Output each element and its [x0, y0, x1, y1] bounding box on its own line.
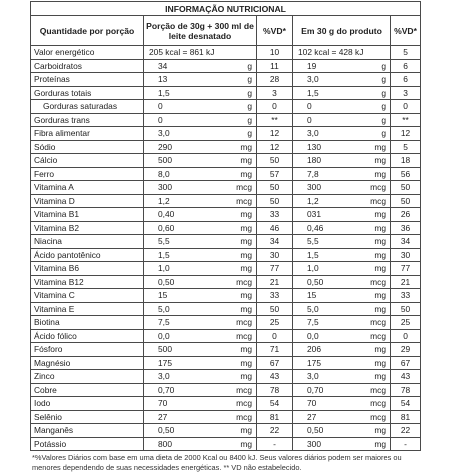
- vd-value: 3: [257, 86, 293, 100]
- vd-value: 22: [391, 424, 421, 438]
- vd-value: 0: [391, 329, 421, 343]
- quantity-cell: 15 mg: [293, 289, 391, 303]
- table-row: [31, 194, 421, 208]
- quantity-cell: 0,0 mcg: [293, 329, 391, 343]
- quantity-cell: 180 mg: [293, 154, 391, 168]
- vd-value: 0: [257, 100, 293, 114]
- quantity-cell: 0 g: [144, 100, 257, 114]
- quantity-cell: 290 mg: [144, 140, 257, 154]
- quantity-cell: 0,40 mg: [144, 208, 257, 222]
- quantity-cell: 5,5 mg: [293, 235, 391, 249]
- vd-value: 28: [257, 73, 293, 87]
- vd-value: 25: [257, 316, 293, 330]
- quantity-cell: 8,0 mg: [144, 167, 257, 181]
- table-row: [31, 221, 421, 235]
- quantity-cell: 300 mg: [293, 437, 391, 451]
- quantity-cell: 0,70 mcg: [293, 383, 391, 397]
- vd-value: -: [257, 437, 293, 451]
- quantity-cell: 175 mg: [144, 356, 257, 370]
- quantity-cell: 0 g: [144, 113, 257, 127]
- vd-value: 5: [391, 140, 421, 154]
- vd-value: 21: [257, 275, 293, 289]
- vd-value: 77: [391, 262, 421, 276]
- vd-value: 12: [257, 140, 293, 154]
- vd-value: **: [391, 113, 421, 127]
- nutrient-name: Gorduras trans: [31, 113, 144, 127]
- table-row: [31, 370, 421, 384]
- vd-value: 22: [257, 424, 293, 438]
- table-row: [31, 181, 421, 195]
- nutrient-name: Carboidratos: [31, 59, 144, 73]
- table-row: [31, 100, 421, 114]
- nutrient-rows: [31, 46, 421, 451]
- table-row: [31, 127, 421, 141]
- quantity-cell: 1,5 mg: [144, 248, 257, 262]
- quantity-cell: 3,0 mg: [293, 370, 391, 384]
- quantity-cell: 70 mcg: [293, 397, 391, 411]
- vd-value: 50: [257, 194, 293, 208]
- vd-value: 54: [391, 397, 421, 411]
- vd-value: 56: [391, 167, 421, 181]
- quantity-cell: 0,50 mcg: [144, 275, 257, 289]
- nutrient-name: Vitamina C: [31, 289, 144, 303]
- quantity-cell: 130 mg: [293, 140, 391, 154]
- quantity-cell: 0,70 mcg: [144, 383, 257, 397]
- vd-value: 21: [391, 275, 421, 289]
- vd-value: 25: [391, 316, 421, 330]
- quantity-cell: 0 g: [293, 113, 391, 127]
- vd-value: 11: [257, 59, 293, 73]
- nutrient-name: Vitamina B6: [31, 262, 144, 276]
- nutrient-name: Vitamina E: [31, 302, 144, 316]
- vd-value: 0: [391, 100, 421, 114]
- nutrient-name: Vitamina D: [31, 194, 144, 208]
- vd-value: 12: [257, 127, 293, 141]
- vd-value: 54: [257, 397, 293, 411]
- vd-value: 50: [257, 181, 293, 195]
- table-row: [31, 248, 421, 262]
- table-row: [31, 208, 421, 222]
- vd-value: 81: [391, 410, 421, 424]
- nutrition-facts-panel: [30, 1, 420, 472]
- vd-value: 6: [391, 73, 421, 87]
- table-row: [31, 86, 421, 100]
- footnote: *%Valores Diários com base em uma dieta de 2000 Kcal ou 8400 kJ. Seus valores diários podem ser maiores ou menores dependendo de suas necessidades energéticas. ** VD não estabelecido.: [32, 453, 402, 472]
- nutrient-name: Manganês: [31, 424, 144, 438]
- vd-value: -: [391, 437, 421, 451]
- vd-value: 34: [391, 235, 421, 249]
- quantity-cell: 0,50 mg: [293, 424, 391, 438]
- quantity-cell: 500 mg: [144, 343, 257, 357]
- quantity-cell: 102 kcal = 428 kJ: [293, 46, 391, 60]
- vd-value: 5: [391, 46, 421, 60]
- vd-value: 30: [391, 248, 421, 262]
- nutrient-name: Fibra alimentar: [31, 127, 144, 141]
- quantity-cell: 5,0 mg: [144, 302, 257, 316]
- vd-value: 36: [391, 221, 421, 235]
- quantity-cell: 0,46 mg: [293, 221, 391, 235]
- vd-value: 78: [257, 383, 293, 397]
- nutrition-table: [30, 1, 421, 451]
- quantity-cell: 1,0 mg: [144, 262, 257, 276]
- quantity-cell: 800 mg: [144, 437, 257, 451]
- table-row: [31, 343, 421, 357]
- nutrient-name: Ácido fólico: [31, 329, 144, 343]
- vd-value: 0: [257, 329, 293, 343]
- quantity-cell: 15 mg: [144, 289, 257, 303]
- nutrient-name: Vitamina B12: [31, 275, 144, 289]
- vd-value: 33: [257, 208, 293, 222]
- nutrient-name: Selênio: [31, 410, 144, 424]
- quantity-cell: 3,0 g: [293, 127, 391, 141]
- vd-value: 67: [391, 356, 421, 370]
- vd-value: 30: [257, 248, 293, 262]
- quantity-cell: 031 mg: [293, 208, 391, 222]
- table-row: [31, 46, 421, 60]
- header-vd-1: %VD*: [257, 16, 293, 46]
- quantity-cell: 27 mcg: [144, 410, 257, 424]
- vd-value: 29: [391, 343, 421, 357]
- quantity-cell: 205 kcal = 861 kJ: [144, 46, 257, 60]
- table-row: [31, 235, 421, 249]
- quantity-cell: 1,2 mcg: [293, 194, 391, 208]
- quantity-cell: 7,5 mcg: [144, 316, 257, 330]
- quantity-cell: 3,0 g: [293, 73, 391, 87]
- table-row: [31, 262, 421, 276]
- vd-value: 43: [257, 370, 293, 384]
- nutrient-name: Gorduras saturadas: [31, 100, 144, 114]
- nutrient-name: Sódio: [31, 140, 144, 154]
- vd-value: 50: [257, 302, 293, 316]
- vd-value: 57: [257, 167, 293, 181]
- table-row: [31, 73, 421, 87]
- table-row: [31, 289, 421, 303]
- nutrient-name: Biotina: [31, 316, 144, 330]
- nutrient-name: Proteínas: [31, 73, 144, 87]
- table-row: [31, 424, 421, 438]
- nutrient-name: Niacina: [31, 235, 144, 249]
- quantity-cell: 0,0 mcg: [144, 329, 257, 343]
- quantity-cell: 500 mg: [144, 154, 257, 168]
- vd-value: 50: [391, 181, 421, 195]
- vd-value: 77: [257, 262, 293, 276]
- nutrient-name: Vitamina B2: [31, 221, 144, 235]
- nutrient-name: Cobre: [31, 383, 144, 397]
- quantity-cell: 206 mg: [293, 343, 391, 357]
- vd-value: 12: [391, 127, 421, 141]
- quantity-cell: 3,0 g: [144, 127, 257, 141]
- nutrient-name: Vitamina A: [31, 181, 144, 195]
- quantity-cell: 1,5 g: [293, 86, 391, 100]
- vd-value: 34: [257, 235, 293, 249]
- table-row: [31, 167, 421, 181]
- quantity-cell: 13 g: [144, 73, 257, 87]
- vd-value: 46: [257, 221, 293, 235]
- quantity-cell: 1,2 mcg: [144, 194, 257, 208]
- quantity-cell: 19 g: [293, 59, 391, 73]
- nutrient-name: Gorduras totais: [31, 86, 144, 100]
- vd-value: 43: [391, 370, 421, 384]
- table-row: [31, 140, 421, 154]
- nutrient-name: Magnésio: [31, 356, 144, 370]
- header-per-30g: Em 30 g do produto: [293, 16, 391, 46]
- vd-value: 10: [257, 46, 293, 60]
- table-row: [31, 113, 421, 127]
- vd-value: 50: [391, 302, 421, 316]
- table-row: [31, 59, 421, 73]
- table-row: [31, 356, 421, 370]
- nutrient-name: Fósforo: [31, 343, 144, 357]
- table-row: [31, 397, 421, 411]
- table-row: [31, 316, 421, 330]
- quantity-cell: 300 mcg: [144, 181, 257, 195]
- vd-value: 78: [391, 383, 421, 397]
- quantity-cell: 5,5 mg: [144, 235, 257, 249]
- nutrient-name: Potássio: [31, 437, 144, 451]
- table-title: INFORMAÇÃO NUTRICIONAL: [31, 2, 421, 16]
- vd-value: 3: [391, 86, 421, 100]
- vd-value: 50: [257, 154, 293, 168]
- quantity-cell: 1,0 mg: [293, 262, 391, 276]
- nutrient-name: Vitamina B1: [31, 208, 144, 222]
- vd-value: **: [257, 113, 293, 127]
- table-row: [31, 329, 421, 343]
- vd-value: 81: [257, 410, 293, 424]
- quantity-cell: 5,0 mg: [293, 302, 391, 316]
- header-serving-with-milk: Porção de 30g + 300 ml de leite desnatado: [144, 16, 257, 46]
- quantity-cell: 7,8 mg: [293, 167, 391, 181]
- quantity-cell: 70 mcg: [144, 397, 257, 411]
- quantity-cell: 0 g: [293, 100, 391, 114]
- quantity-cell: 300 mcg: [293, 181, 391, 195]
- nutrient-name: Valor energético: [31, 46, 144, 60]
- table-row: [31, 410, 421, 424]
- quantity-cell: 7,5 mcg: [293, 316, 391, 330]
- quantity-cell: 0,50 mg: [144, 424, 257, 438]
- quantity-cell: 3,0 mg: [144, 370, 257, 384]
- quantity-cell: 175 mg: [293, 356, 391, 370]
- table-row: [31, 154, 421, 168]
- header-portion: Quantidade por porção: [31, 16, 144, 46]
- nutrient-name: Ferro: [31, 167, 144, 181]
- quantity-cell: 0,60 mg: [144, 221, 257, 235]
- vd-value: 33: [257, 289, 293, 303]
- vd-value: 18: [391, 154, 421, 168]
- vd-value: 26: [391, 208, 421, 222]
- quantity-cell: 1,5 mg: [293, 248, 391, 262]
- quantity-cell: 1,5 g: [144, 86, 257, 100]
- table-row: [31, 275, 421, 289]
- quantity-cell: 0,50 mcg: [293, 275, 391, 289]
- vd-value: 33: [391, 289, 421, 303]
- table-row: [31, 302, 421, 316]
- quantity-cell: 27 mcg: [293, 410, 391, 424]
- table-row: [31, 383, 421, 397]
- vd-value: 6: [391, 59, 421, 73]
- vd-value: 67: [257, 356, 293, 370]
- nutrient-name: Iodo: [31, 397, 144, 411]
- table-row: [31, 437, 421, 451]
- quantity-cell: 34 g: [144, 59, 257, 73]
- nutrient-name: Ácido pantotênico: [31, 248, 144, 262]
- nutrient-name: Zinco: [31, 370, 144, 384]
- vd-value: 71: [257, 343, 293, 357]
- vd-value: 50: [391, 194, 421, 208]
- nutrient-name: Cálcio: [31, 154, 144, 168]
- header-vd-2: %VD*: [391, 16, 421, 46]
